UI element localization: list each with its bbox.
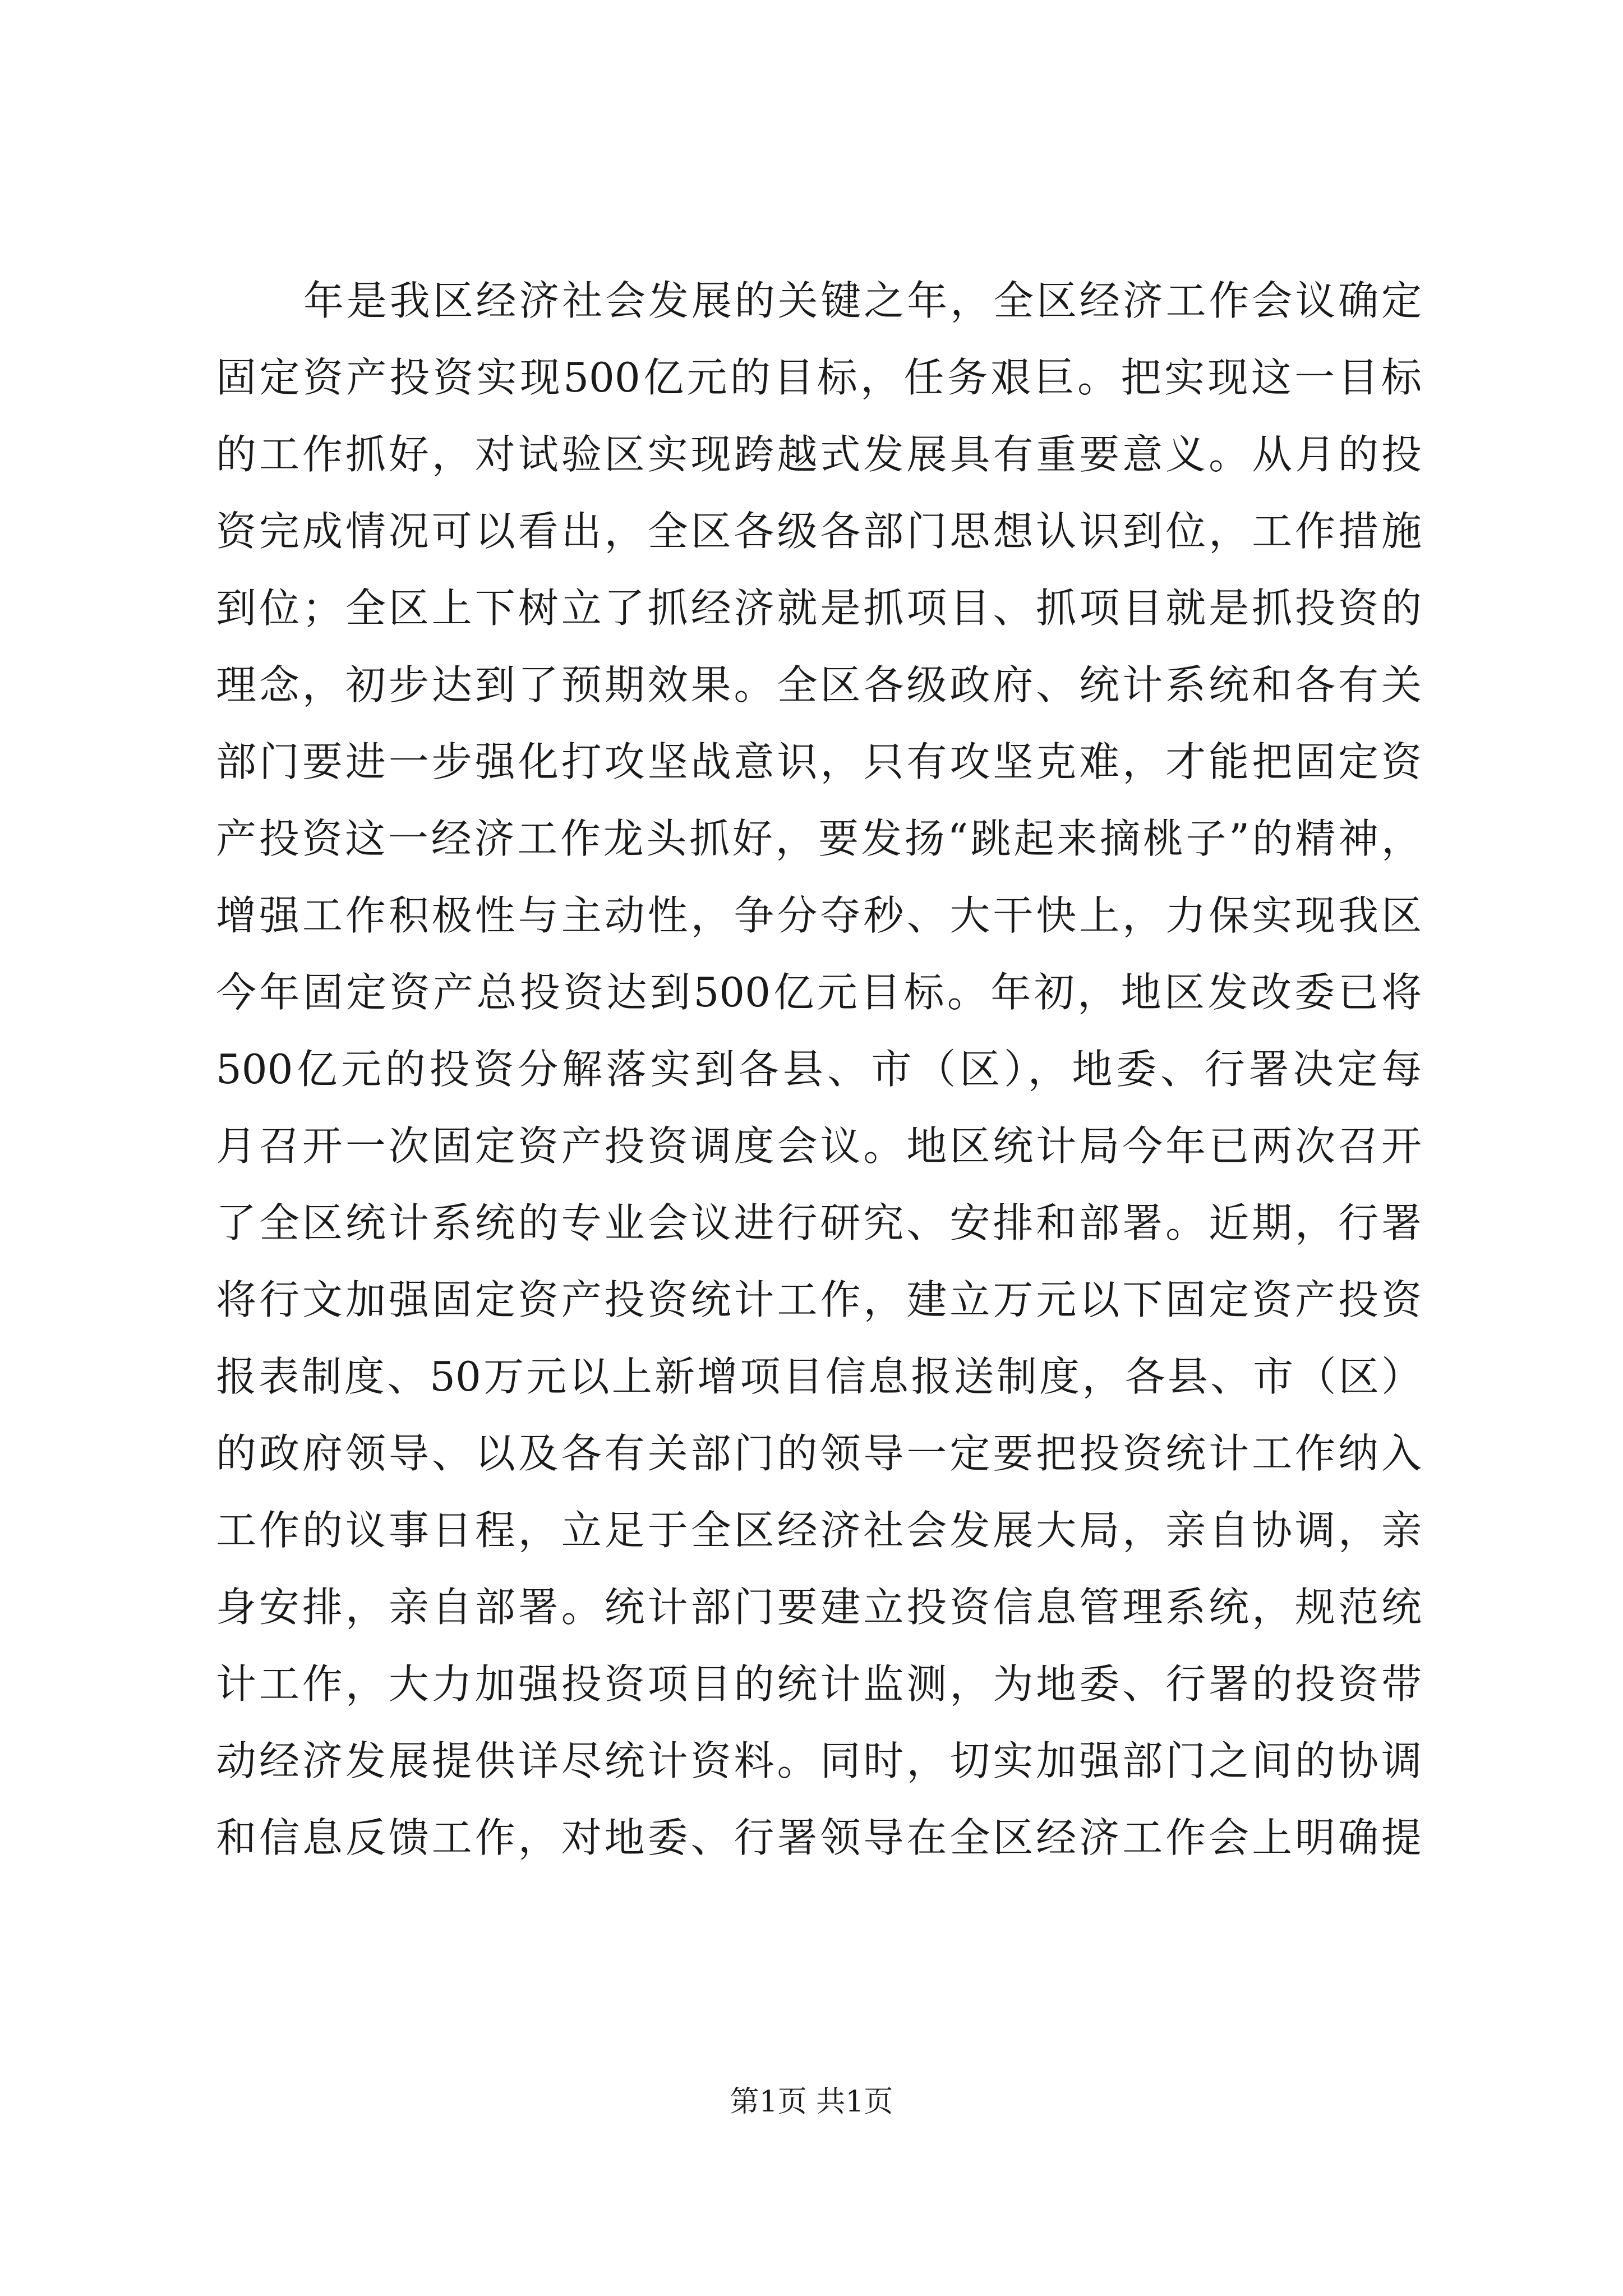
paragraph-line: 动经济发展提供详尽统计资料。同时，切实加强部门之间的协调 <box>216 1737 1422 1784</box>
paragraph-line: 资完成情况可以看出，全区各级各部门思想认识到位，工作措施 <box>216 508 1422 555</box>
page-footer: 第1页 共1页 <box>730 2085 893 2119</box>
paragraph-line: 的政府领导、以及各有关部门的领导一定要把投资统计工作纳入 <box>216 1430 1422 1477</box>
paragraph-line: 部门要进一步强化打攻坚战意识，只有攻坚克难，才能把固定资 <box>216 738 1422 785</box>
paragraph-line: 产投资这一经济工作龙头抓好，要发扬“跳起来摘桃子”的精神， <box>216 815 1422 862</box>
paragraph-line: 到位；全区上下树立了抓经济就是抓项目、抓项目就是抓投资的 <box>216 585 1422 632</box>
paragraph-line: 了全区统计系统的专业会议进行研究、安排和部署。近期，行署 <box>216 1199 1422 1246</box>
paragraph-line: 月召开一次固定资产投资调度会议。地区统计局今年已两次召开 <box>216 1122 1422 1170</box>
paragraph-line: 今年固定资产总投资达到500亿元目标。年初，地区发改委已将 <box>216 969 1422 1016</box>
paragraph-line: 500亿元的投资分解落实到各县、市（区），地委、行署决定每 <box>216 1046 1422 1093</box>
paragraph-line: 计工作，大力加强投资项目的统计监测，为地委、行署的投资带 <box>216 1660 1422 1708</box>
paragraph-line: 增强工作积极性与主动性，争分夺秒、大干快上，力保实现我区 <box>216 892 1422 939</box>
paragraph-line: 固定资产投资实现500亿元的目标，任务艰巨。把实现这一目标 <box>216 354 1422 401</box>
paragraph-line: 将行文加强固定资产投资统计工作，建立万元以下固定资产投资 <box>216 1276 1422 1323</box>
paragraph-line: 和信息反馈工作，对地委、行署领导在全区经济工作会上明确提 <box>216 1814 1422 1861</box>
paragraph-line: 理念，初步达到了预期效果。全区各级政府、统计系统和各有关 <box>216 661 1422 708</box>
body-paragraph <box>216 263 1422 1876</box>
paragraph-line: 报表制度、50万元以上新增项目信息报送制度，各县、市（区） <box>216 1353 1422 1400</box>
paragraph-line: 工作的议事日程，立足于全区经济社会发展大局，亲自协调，亲 <box>216 1507 1422 1554</box>
paragraph-line: 的工作抓好，对试验区实现跨越式发展具有重要意义。从月的投 <box>216 431 1422 478</box>
paragraph-line: 年是我区经济社会发展的关键之年，全区经济工作会议确定 <box>303 277 1422 324</box>
paragraph-line: 身安排，亲自部署。统计部门要建立投资信息管理系统，规范统 <box>216 1584 1422 1631</box>
